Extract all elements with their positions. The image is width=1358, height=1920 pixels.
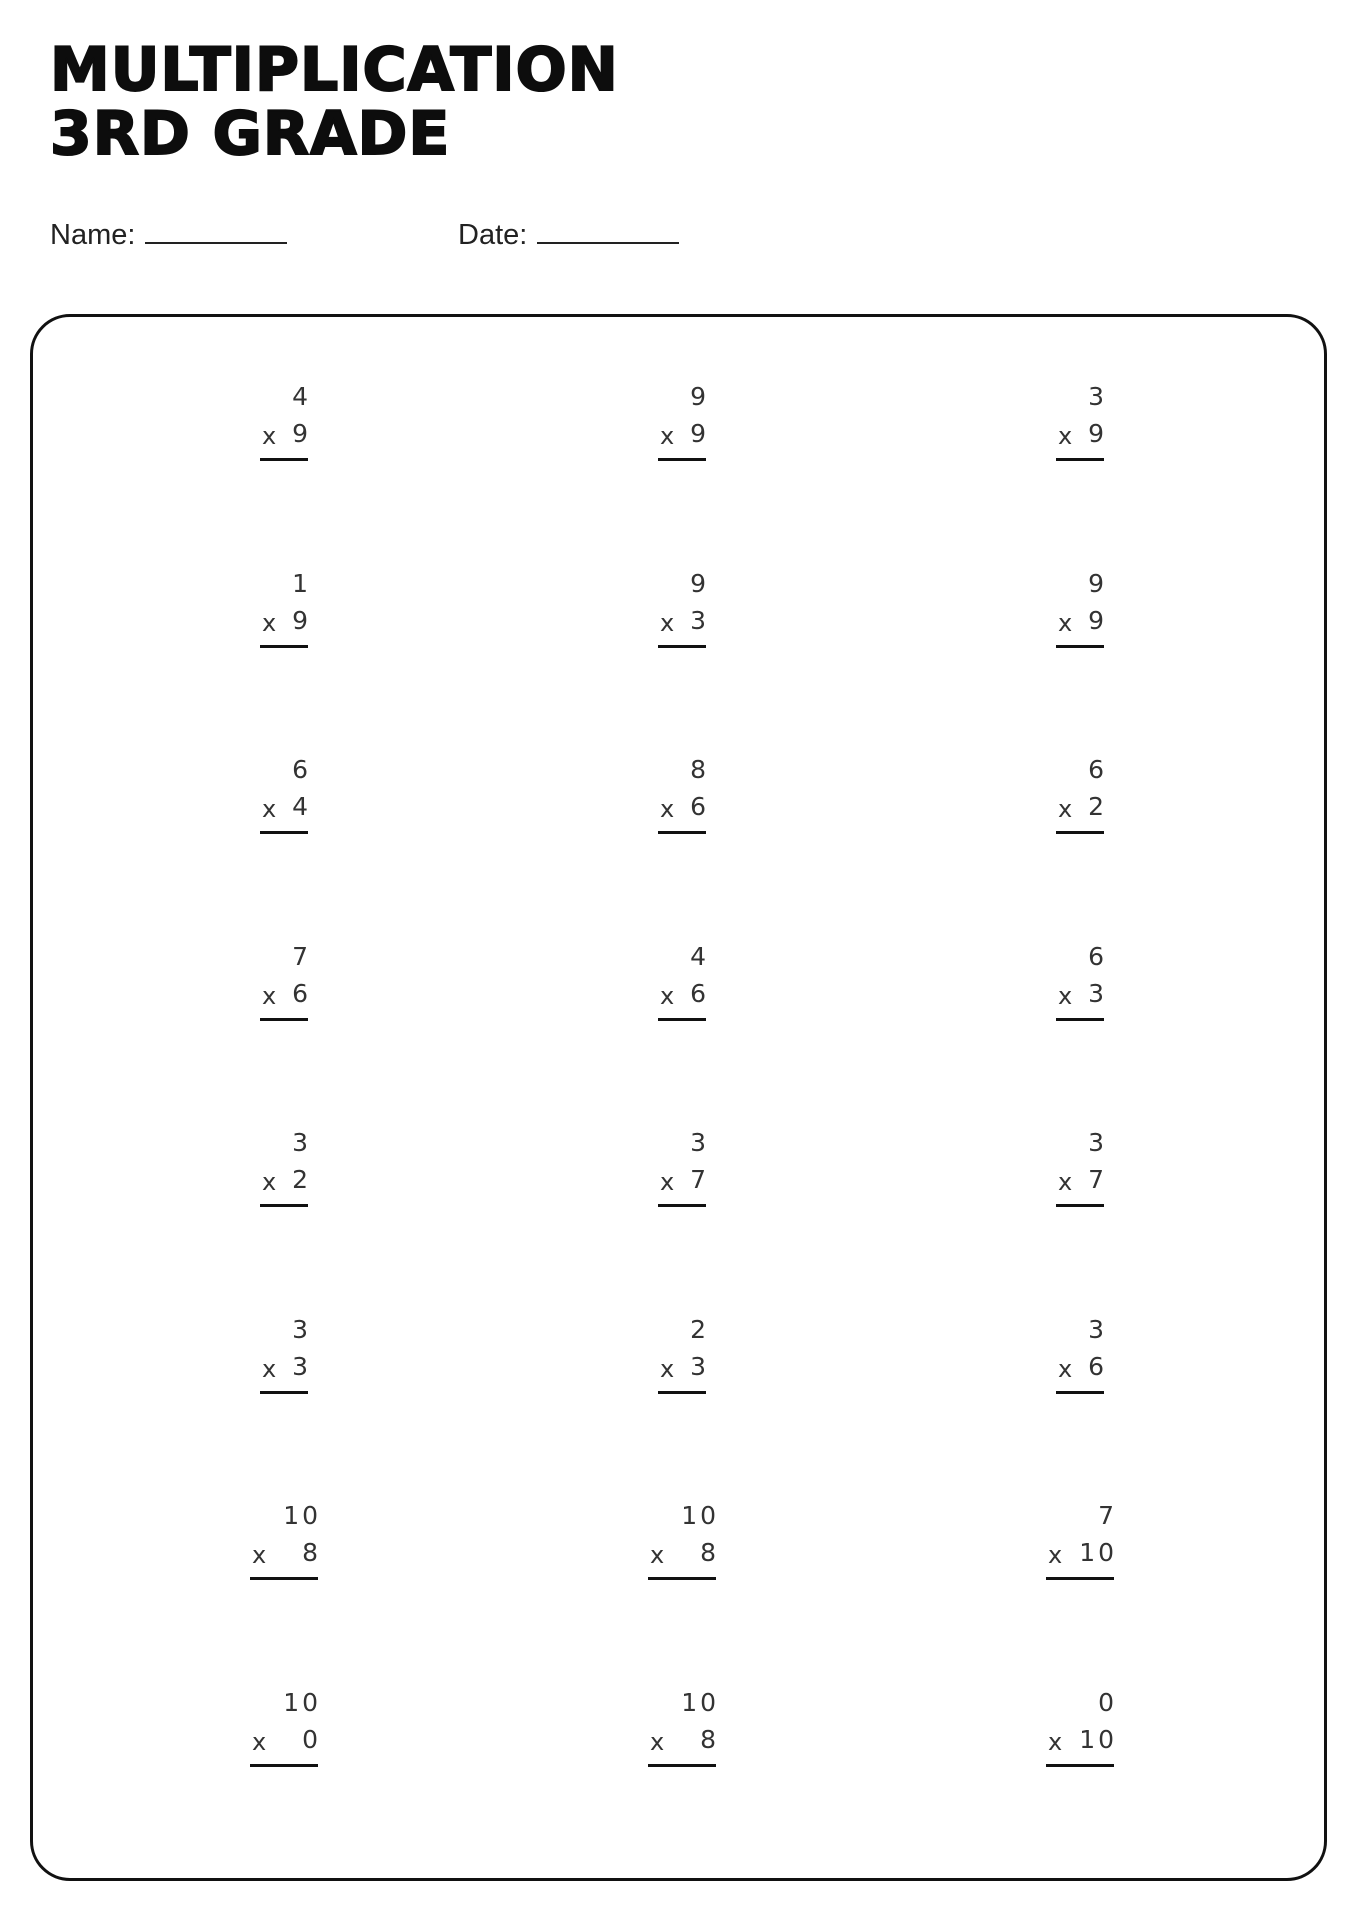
- worksheet-title: [50, 35, 619, 169]
- multiply-operator: x: [660, 422, 675, 450]
- problem-bottom-number: 8: [302, 1538, 321, 1567]
- problem-bottom-number: 9: [1088, 605, 1107, 635]
- multiply-operator: x: [262, 1168, 277, 1196]
- answer-line: [260, 1391, 308, 1394]
- problem-top-number: 8: [690, 755, 709, 784]
- multiply-operator: x: [660, 981, 675, 1010]
- problem-bottom-number: 7: [690, 1165, 709, 1194]
- multiply-operator: x: [650, 1541, 665, 1569]
- multiplication-problem: [566, 755, 709, 845]
- multiplication-problem: [576, 1501, 719, 1591]
- multiply-operator: x: [252, 1541, 267, 1569]
- problem-top-number: 6: [1088, 941, 1107, 971]
- multiplication-problem: [566, 1314, 709, 1405]
- multiply-operator: x: [252, 1727, 267, 1756]
- multiplication-problem: [178, 1687, 321, 1778]
- multiply-operator: x: [660, 608, 675, 637]
- multiplication-problem: [168, 568, 311, 659]
- answer-line: [658, 831, 706, 834]
- answer-line: [1056, 458, 1104, 461]
- multiply-operator: x: [1048, 1541, 1063, 1569]
- problem-bottom-number: 3: [1088, 978, 1107, 1008]
- problem-bottom-number: 6: [690, 792, 709, 821]
- multiplication-problem: [168, 382, 311, 472]
- problem-bottom-number: 6: [690, 978, 709, 1008]
- problem-bottom-number: 9: [292, 419, 311, 448]
- answer-line: [1046, 1764, 1114, 1767]
- name-field[interactable]: [50, 214, 287, 252]
- multiplication-problem: [576, 1687, 719, 1778]
- date-field[interactable]: [458, 214, 679, 252]
- multiplication-problem: [168, 1314, 311, 1405]
- multiplication-problem: [974, 1687, 1117, 1778]
- answer-line: [658, 458, 706, 461]
- problem-top-number: 9: [1088, 568, 1107, 598]
- problem-top-number: 10: [681, 1501, 719, 1530]
- answer-line: [648, 1577, 716, 1580]
- problem-top-number: 10: [681, 1687, 719, 1717]
- multiply-operator: x: [1058, 981, 1073, 1010]
- answer-line: [658, 1018, 706, 1021]
- multiply-operator: x: [1048, 1727, 1063, 1756]
- problem-bottom-number: 0: [302, 1724, 321, 1754]
- name-blank-line[interactable]: [145, 214, 287, 244]
- answer-line: [1056, 831, 1104, 834]
- answer-line: [648, 1764, 716, 1767]
- multiplication-problem: [178, 1501, 321, 1591]
- problem-top-number: 3: [292, 1128, 311, 1157]
- problem-top-number: 3: [690, 1128, 709, 1157]
- problem-top-number: 0: [1098, 1687, 1117, 1717]
- problem-bottom-number: 2: [1088, 792, 1107, 821]
- problem-bottom-number: 8: [700, 1724, 719, 1754]
- title-line-2: 3RD GRADE: [50, 99, 451, 169]
- answer-line: [260, 831, 308, 834]
- multiply-operator: x: [262, 608, 277, 637]
- date-label: Date:: [458, 219, 528, 251]
- multiplication-problem: [566, 568, 709, 659]
- problem-bottom-number: 3: [292, 1351, 311, 1381]
- date-blank-line[interactable]: [537, 214, 679, 244]
- answer-line: [250, 1577, 318, 1580]
- problem-bottom-number: 3: [690, 1351, 709, 1381]
- answer-line: [1046, 1577, 1114, 1580]
- problem-top-number: 10: [283, 1687, 321, 1717]
- problem-bottom-number: 9: [690, 419, 709, 448]
- multiply-operator: x: [262, 981, 277, 1010]
- problem-top-number: 9: [690, 568, 709, 598]
- problem-top-number: 3: [1088, 382, 1107, 411]
- answer-line: [1056, 1018, 1104, 1021]
- multiplication-problem: [964, 941, 1107, 1032]
- answer-line: [260, 645, 308, 648]
- problem-bottom-number: 10: [1079, 1538, 1117, 1567]
- problem-top-number: 3: [1088, 1314, 1107, 1344]
- multiply-operator: x: [660, 1168, 675, 1196]
- multiply-operator: x: [1058, 608, 1073, 637]
- answer-line: [658, 1391, 706, 1394]
- multiply-operator: x: [1058, 1168, 1073, 1196]
- problem-bottom-number: 9: [292, 605, 311, 635]
- answer-line: [260, 458, 308, 461]
- multiplication-problem: [964, 1314, 1107, 1405]
- problem-top-number: 7: [1098, 1501, 1117, 1530]
- problem-bottom-number: 3: [690, 605, 709, 635]
- multiply-operator: x: [1058, 1354, 1073, 1383]
- multiplication-problem: [566, 1128, 709, 1218]
- answer-line: [250, 1764, 318, 1767]
- problem-top-number: 4: [690, 941, 709, 971]
- multiplication-problem: [964, 755, 1107, 845]
- answer-line: [260, 1204, 308, 1207]
- problem-bottom-number: 6: [292, 978, 311, 1008]
- problem-top-number: 6: [292, 755, 311, 784]
- problem-bottom-number: 10: [1079, 1724, 1117, 1754]
- multiply-operator: x: [262, 422, 277, 450]
- problems-panel: [30, 314, 1327, 1881]
- multiply-operator: x: [1058, 795, 1073, 823]
- problem-top-number: 4: [292, 382, 311, 411]
- multiply-operator: x: [660, 1354, 675, 1383]
- answer-line: [1056, 1391, 1104, 1394]
- problem-top-number: 7: [292, 941, 311, 971]
- problem-bottom-number: 8: [700, 1538, 719, 1567]
- answer-line: [658, 645, 706, 648]
- multiplication-problem: [964, 568, 1107, 659]
- problem-top-number: 1: [292, 568, 311, 598]
- multiplication-problem: [964, 1128, 1107, 1218]
- multiplication-problem: [168, 941, 311, 1032]
- problem-top-number: 10: [283, 1501, 321, 1530]
- problem-top-number: 6: [1088, 755, 1107, 784]
- multiplication-problem: [964, 382, 1107, 472]
- problem-bottom-number: 2: [292, 1165, 311, 1194]
- multiply-operator: x: [660, 795, 675, 823]
- name-label: Name:: [50, 219, 136, 251]
- answer-line: [260, 1018, 308, 1021]
- problem-bottom-number: 6: [1088, 1351, 1107, 1381]
- multiplication-problem: [974, 1501, 1117, 1591]
- answer-line: [658, 1204, 706, 1207]
- multiply-operator: x: [1058, 422, 1073, 450]
- problem-top-number: 9: [690, 382, 709, 411]
- answer-line: [1056, 1204, 1104, 1207]
- multiplication-problem: [168, 1128, 311, 1218]
- multiply-operator: x: [650, 1727, 665, 1756]
- answer-line: [1056, 645, 1104, 648]
- multiplication-problem: [566, 382, 709, 472]
- multiplication-problem: [168, 755, 311, 845]
- problem-top-number: 3: [292, 1314, 311, 1344]
- problem-bottom-number: 9: [1088, 419, 1107, 448]
- title-line-1: MULTIPLICATION: [50, 35, 619, 105]
- problem-bottom-number: 4: [292, 792, 311, 821]
- multiply-operator: x: [262, 795, 277, 823]
- problem-top-number: 3: [1088, 1128, 1107, 1157]
- multiplication-problem: [566, 941, 709, 1032]
- multiply-operator: x: [262, 1354, 277, 1383]
- problem-top-number: 2: [690, 1314, 709, 1344]
- problem-bottom-number: 7: [1088, 1165, 1107, 1194]
